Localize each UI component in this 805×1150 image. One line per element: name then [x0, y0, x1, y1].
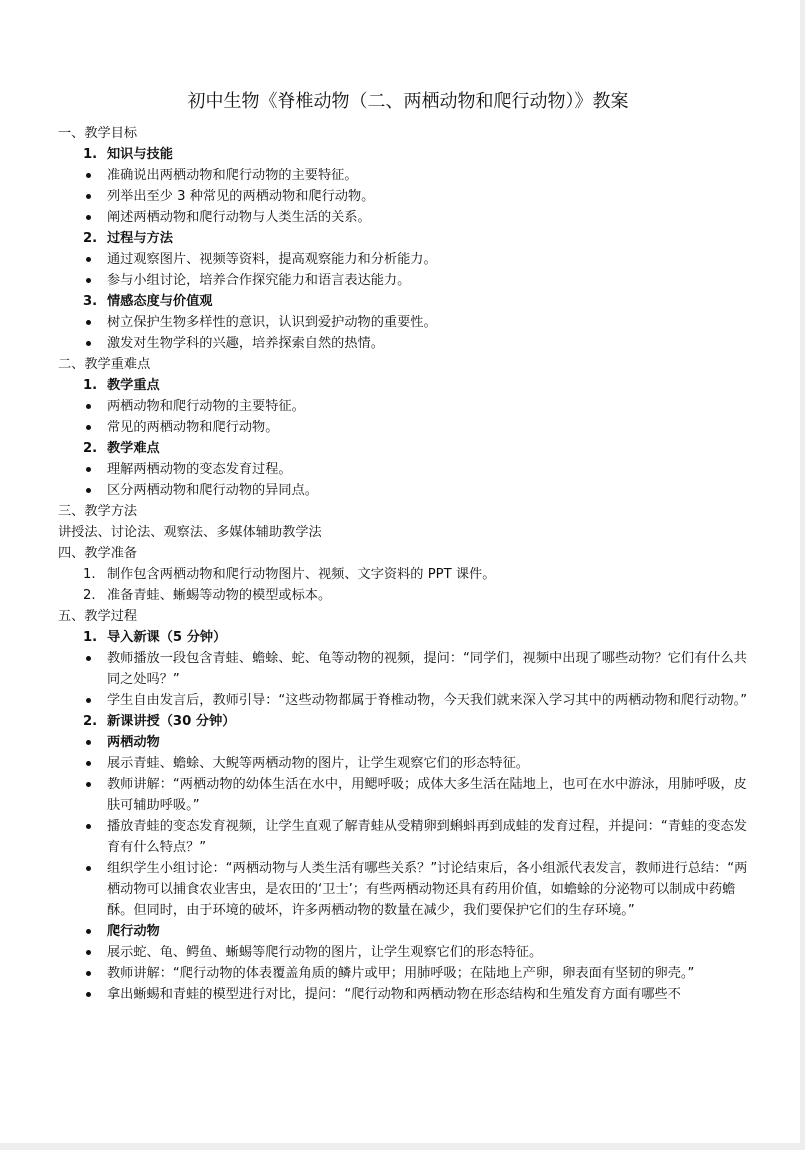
bullet-item: 区分两栖动物和爬行动物的异同点。	[58, 480, 758, 501]
numbered-heading	[58, 144, 758, 165]
bullet-item: 通过观察图片、视频等资料，提高观察能力和分析能力。	[58, 249, 758, 270]
numbered-heading	[58, 228, 758, 249]
bullet-item: 学生自由发言后，教师引导：“这些动物都属于脊椎动物，今天我们就来深入学习其中的两栖动物和爬行动物。”	[58, 690, 758, 711]
heading-text: 情感态度与价值观	[107, 294, 213, 309]
bullet-item: 教师播放一段包含青蛙、蟾蜍、蛇、龟等动物的视频，提问：“同学们，视频中出现了哪些动物？它们有什么共同之处吗？”	[58, 648, 758, 690]
bullet-subheading: 两栖动物	[58, 732, 758, 753]
bullet-item: 展示青蛙、蟾蜍、大鲵等两栖动物的图片，让学生观察它们的形态特征。	[58, 753, 758, 774]
list-number: 2.	[83, 714, 98, 729]
numbered-heading	[58, 291, 758, 312]
list-number: 1.	[83, 378, 98, 393]
section-heading-objectives: 一、教学目标	[58, 126, 138, 141]
list-number: 2.	[83, 441, 98, 456]
list-number: 2.	[83, 231, 98, 246]
bullet-item: 理解两栖动物的变态发育过程。	[58, 459, 758, 480]
bullet-item: 教师讲解：“爬行动物的体表覆盖角质的鳞片或甲；用肺呼吸；在陆地上产卵，卵表面有坚韧的卵壳。”	[58, 963, 758, 984]
bullet-item: 参与小组讨论，培养合作探究能力和语言表达能力。	[58, 270, 758, 291]
bullet-subheading: 爬行动物	[58, 921, 758, 942]
list-number: 1.	[83, 567, 96, 582]
heading-text: 导入新课（5 分钟）	[107, 630, 227, 645]
heading-text: 教学重点	[107, 378, 160, 393]
numbered-heading	[58, 627, 758, 648]
list-number: 3.	[83, 294, 98, 309]
heading-text: 知识与技能	[107, 147, 173, 162]
numbered-item	[58, 564, 758, 585]
numbered-heading	[58, 438, 758, 459]
bullet-item: 阐述两栖动物和爬行动物与人类生活的关系。	[58, 207, 758, 228]
item-text: 准备青蛙、蜥蜴等动物的模型或标本。	[107, 588, 332, 603]
bullet-item: 常见的两栖动物和爬行动物。	[58, 417, 758, 438]
bullet-item: 播放青蛙的变态发育视频，让学生直观了解青蛙从受精卵到蝌蚪再到成蛙的发育过程，并提问：“青蛙的变态发育有什么特点？”	[58, 816, 758, 858]
list-number: 2.	[83, 588, 96, 603]
bullet-item: 列举出至少 3 种常见的两栖动物和爬行动物。	[58, 186, 758, 207]
methods-text: 讲授法、讨论法、观察法、多媒体辅助教学法	[58, 525, 322, 540]
list-number: 1.	[83, 630, 98, 645]
bullet-item: 准确说出两栖动物和爬行动物的主要特征。	[58, 165, 758, 186]
heading-text: 过程与方法	[107, 231, 173, 246]
bullet-item: 教师讲解：“两栖动物的幼体生活在水中，用鳃呼吸；成体大多生活在陆地上，也可在水中游泳，用肺呼吸，皮肤可辅助呼吸。”	[58, 774, 758, 816]
bullet-item: 树立保护生物多样性的意识，认识到爱护动物的重要性。	[58, 312, 758, 333]
section-heading-key-points: 二、教学重难点	[58, 357, 151, 372]
numbered-item	[58, 585, 758, 606]
heading-text: 新课讲授（30 分钟）	[107, 714, 236, 729]
page-title: 初中生物《脊椎动物（二、两栖动物和爬行动物）》教案	[187, 91, 629, 112]
heading-text: 教学难点	[107, 441, 160, 456]
item-text: 制作包含两栖动物和爬行动物图片、视频、文字资料的 PPT 课件。	[107, 567, 496, 582]
lesson-plan-body	[58, 90, 758, 1005]
bullet-item: 两栖动物和爬行动物的主要特征。	[58, 396, 758, 417]
section-heading-preparation: 四、教学准备	[58, 546, 138, 561]
bullet-item: 组织学生小组讨论：“两栖动物与人类生活有哪些关系？”讨论结束后，各小组派代表发言，教师进行总结：“两栖动物可以捕食农业害虫，是农田的‘卫士’；有些两栖动物还具有药用价值，如蟾蜍的分泌物可以制成中药蟾酥。但同时，由于环境的破坏，许多两栖动物的数量在减少，我们要保护它们的生存环境。”	[58, 858, 758, 921]
numbered-heading	[58, 375, 758, 396]
section-heading-methods: 三、教学方法	[58, 504, 138, 519]
bullet-item: 展示蛇、龟、鳄鱼、蜥蜴等爬行动物的图片，让学生观察它们的形态特征。	[58, 942, 758, 963]
numbered-heading	[58, 711, 758, 732]
bullet-item: 拿出蜥蜴和青蛙的模型进行对比，提问：“爬行动物和两栖动物在形态结构和生殖发育方面有哪些不	[58, 984, 758, 1005]
section-heading-process: 五、教学过程	[58, 609, 138, 624]
bullet-item: 激发对生物学科的兴趣，培养探索自然的热情。	[58, 333, 758, 354]
list-number: 1.	[83, 147, 98, 162]
